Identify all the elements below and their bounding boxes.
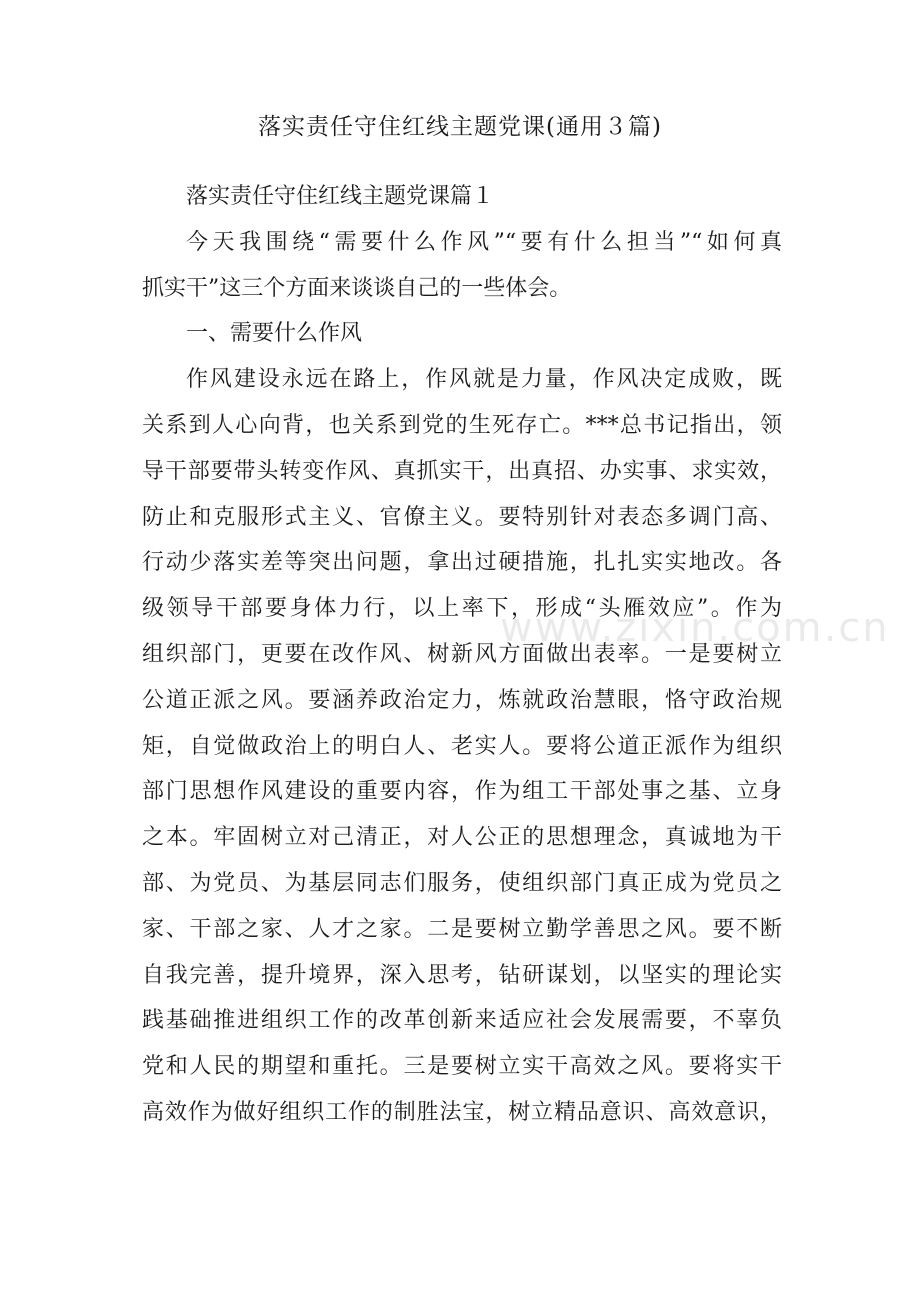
document-title: 落实责任守住红线主题党课(通用３篇) (258, 114, 662, 140)
paragraph-line: 组织部门，更要在改作风、树新风方面做出表率。一是要树立 (142, 641, 782, 667)
paragraph-line: 级领导干部要身体力行，以上率下，形成“头雁效应”。作为 (142, 596, 782, 622)
paragraph-line: 行动少落实差等突出问题，拿出过硬措施，扎扎实实地改。各 (142, 550, 782, 576)
paragraph-line: 自我完善，提升境界，深入思考，钻研谋划，以坚实的理论实 (142, 962, 782, 988)
paragraph-line: 部、为党员、为基层同志们服务，使组织部门真正成为党员之 (142, 870, 782, 896)
paragraph-line: 防止和克服形式主义、官僚主义。要特别针对表态多调门高、 (142, 504, 782, 530)
paragraph-line: 今天我围绕“需要什么作风”“要有什么担当”“如何真 (186, 229, 782, 255)
paragraph-line: 家、干部之家、人才之家。二是要树立勤学善思之风。要不断 (142, 916, 782, 942)
subheading: 一、需要什么作风 (186, 321, 363, 347)
paragraph-line: 抓实干”这三个方面来谈谈自己的一些体会。 (142, 275, 572, 301)
paragraph-line: 公道正派之风。要涵养政治定力，炼就政治慧眼，恪守政治规 (142, 687, 782, 713)
paragraph-line: 之本。牢固树立对己清正，对人公正的思想理念，真诚地为干 (142, 825, 782, 851)
paragraph-line: 部门思想作风建设的重要内容，作为组工干部处事之基、立身 (142, 779, 782, 805)
document-body (142, 174, 782, 1136)
paragraph-line: 关系到人心向背，也关系到党的生死存亡。***总书记指出，领 (142, 412, 782, 438)
watermark: www.zixin.com.cn (500, 605, 890, 651)
paragraph-line: 高效作为做好组织工作的制胜法宝，树立精品意识、高效意识， (142, 1099, 782, 1125)
paragraph-line: 导干部要带头转变作风、真抓实干，出真招、办实事、求实效， (142, 458, 782, 484)
paragraph-line: 矩，自觉做政治上的明白人、老实人。要将公道正派作为组织 (142, 733, 782, 759)
paragraph-line: 作风建设永远在路上，作风就是力量，作风决定成败，既 (186, 367, 782, 393)
paragraph-line: 践基础推进组织工作的改革创新来适应社会发展需要，不辜负 (142, 1008, 782, 1034)
paragraph-line: 党和人民的期望和重托。三是要树立实干高效之风。要将实干 (142, 1054, 782, 1080)
section-heading: 落实责任守住红线主题党课篇１ (186, 184, 495, 209)
